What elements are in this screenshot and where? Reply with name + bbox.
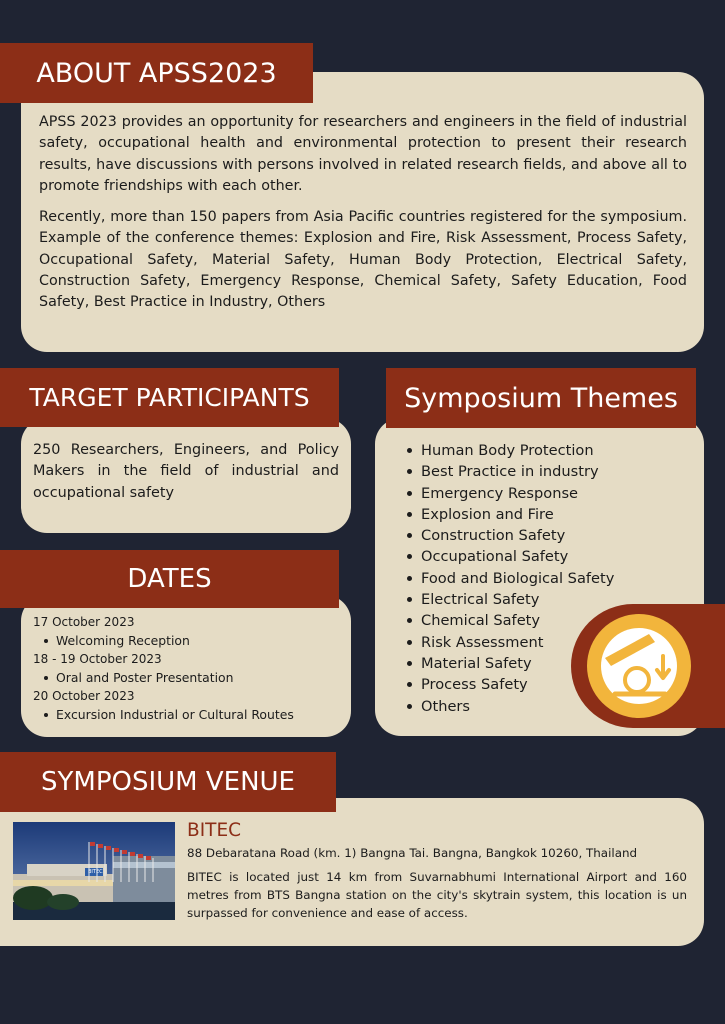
target-header <box>0 368 339 427</box>
theme-item: Chemical Safety <box>405 610 614 631</box>
venue-photo-sign: BITEC <box>88 869 103 875</box>
about-body <box>39 112 687 314</box>
venue-photo <box>13 822 175 920</box>
target-text: 250 Researchers, Engineers, and Policy Makers in the field of industrial and occupational safety <box>33 442 339 501</box>
about-paragraph-1: APSS 2023 provides an opportunity for researchers and engineers in the field of industrial safety, occupational health and environmental protection to present their research results, have discussions with persons involved in related research fields, and above all to promote friendships with each other. <box>39 114 687 194</box>
about-header <box>0 43 313 103</box>
target-title: TARGET PARTICIPANTS <box>29 383 310 412</box>
theme-item: Food and Biological Safety <box>405 568 614 589</box>
theme-item: Risk Assessment <box>405 632 614 653</box>
theme-item: Electrical Safety <box>405 589 614 610</box>
date-event: Excursion Industrial or Cultural Routes <box>33 706 294 725</box>
about-card <box>21 72 704 352</box>
venue-description: BITEC is located just 14 km from Suvarnabhumi International Airport and 160 metres from BTS Bangna station on the city's skytrain system, this location is un surpassed for convenience and ease of access. <box>187 870 687 920</box>
themes-title: Symposium Themes <box>404 382 678 414</box>
venue-name: BITEC <box>187 820 242 841</box>
venue-title: SYMPOSIUM VENUE <box>41 767 295 797</box>
theme-item: Others <box>405 696 614 717</box>
dates-header <box>0 550 339 608</box>
theme-item: Process Safety <box>405 674 614 695</box>
date-label: 18 - 19 October 2023 <box>33 652 162 667</box>
themes-header <box>386 368 696 428</box>
dates-card <box>21 595 351 737</box>
theme-item: Construction Safety <box>405 525 614 546</box>
date-event: Welcoming Reception <box>33 632 294 651</box>
date-event: Oral and Poster Presentation <box>33 669 294 688</box>
about-paragraph-2: Recently, more than 150 papers from Asia Pacific countries registered for the symposium. Example of the conference themes: Explosion and Fire, Risk Assessment, Process Safety, Occupational Safety, Material Safety, Human Body Protection, Electrical Safety, Construction Safety, Emergency Response, Chemical Safety, Safety Education, Food Safety, Best Practice in Industry, Others <box>39 209 687 311</box>
about-title: ABOUT APSS2023 <box>36 57 277 89</box>
dates-title: DATES <box>127 564 212 594</box>
theme-item: Emergency Response <box>405 483 614 504</box>
safety-badge <box>571 604 725 728</box>
dates-list <box>33 613 294 725</box>
theme-item: Best Practice in industry <box>405 461 614 482</box>
date-label: 17 October 2023 <box>33 615 135 629</box>
theme-item: Material Safety <box>405 653 614 674</box>
venue-header <box>0 752 336 812</box>
theme-item: Human Body Protection <box>405 440 614 461</box>
target-card <box>21 418 351 533</box>
saw-blade-safety-guard-icon <box>585 612 693 720</box>
theme-item: Explosion and Fire <box>405 504 614 525</box>
venue-address: 88 Debaratana Road (km. 1) Bangna Tai. Bangna, Bangkok 10260, Thailand <box>187 846 638 860</box>
theme-item: Occupational Safety <box>405 546 614 567</box>
date-label: 20 October 2023 <box>33 689 135 704</box>
venue-card <box>0 798 704 946</box>
